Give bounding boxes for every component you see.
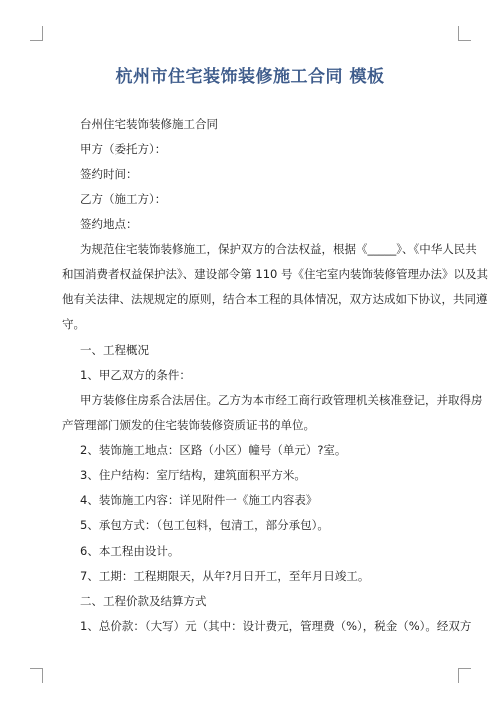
- page-corner-mark-bottom-left: [30, 668, 43, 683]
- page-corner-mark-top-left: [30, 26, 43, 41]
- doc-line-item-5: 5、承包方式：（包工包料，包清工，部分承包）。: [80, 518, 329, 532]
- doc-line-preamble-4: 守。: [62, 317, 85, 331]
- doc-line-preamble-2: 和国消费者权益保护法》、建设部令第 110 号《住宅室内装饰装修管理办法》以及其: [62, 267, 489, 281]
- doc-line-item-3: 3、住户结构：室厅结构，建筑面积平方米。: [80, 468, 306, 482]
- doc-line-sign-time: 签约时间：: [80, 167, 138, 181]
- doc-line-item-4: 4、装饰施工内容：详见附件一《施工内容表》: [80, 493, 318, 507]
- page-corner-mark-top-right: [458, 26, 471, 41]
- doc-line-item-1-body-1: 甲方装修住房系合法居住。乙方为本市经工商行政管理机关核准登记，并取得房: [80, 393, 483, 407]
- section-heading-overview: 一、工程概况: [80, 343, 149, 357]
- doc-line-party-a: 甲方（委托方）：: [80, 142, 167, 156]
- doc-line-item-2: 2、装饰施工地点：区路（小区）幢号（单元）?室。: [80, 443, 347, 457]
- doc-line-item-1: 1、甲乙双方的条件：: [80, 368, 191, 382]
- doc-line-sign-place: 签约地点：: [80, 217, 138, 231]
- page-corner-mark-bottom-right: [458, 668, 471, 683]
- doc-line-subtitle: 台州住宅装饰装修施工合同: [80, 117, 218, 131]
- doc-line-party-b: 乙方（施工方）：: [80, 192, 167, 206]
- doc-line-preamble-3: 他有关法律、法规规定的原则，结合本工程的具体情况，双方达成如下协议，共同遵: [62, 292, 488, 306]
- doc-line-price-item-1: 1、总价款：（大写）元（其中：设计费元，管理费（%），税金（%）。经双方: [80, 619, 472, 633]
- doc-line-item-6: 6、本工程由设计。: [80, 544, 180, 558]
- doc-line-item-1-body-2: 产管理部门颁发的住宅装饰装修资质证书的单位。: [62, 418, 315, 432]
- doc-line-item-7: 7、工期：工程期限天，从年?月日开工，至年月日竣工。: [80, 569, 370, 583]
- section-heading-price: 二、工程价款及结算方式: [80, 594, 207, 608]
- doc-line-preamble-1: 为规范住宅装饰装修施工，保护双方的合法权益，根据《_____》、《中华人民共: [80, 242, 477, 256]
- document-title: 杭州市住宅装饰装修施工合同 模板: [115, 67, 385, 87]
